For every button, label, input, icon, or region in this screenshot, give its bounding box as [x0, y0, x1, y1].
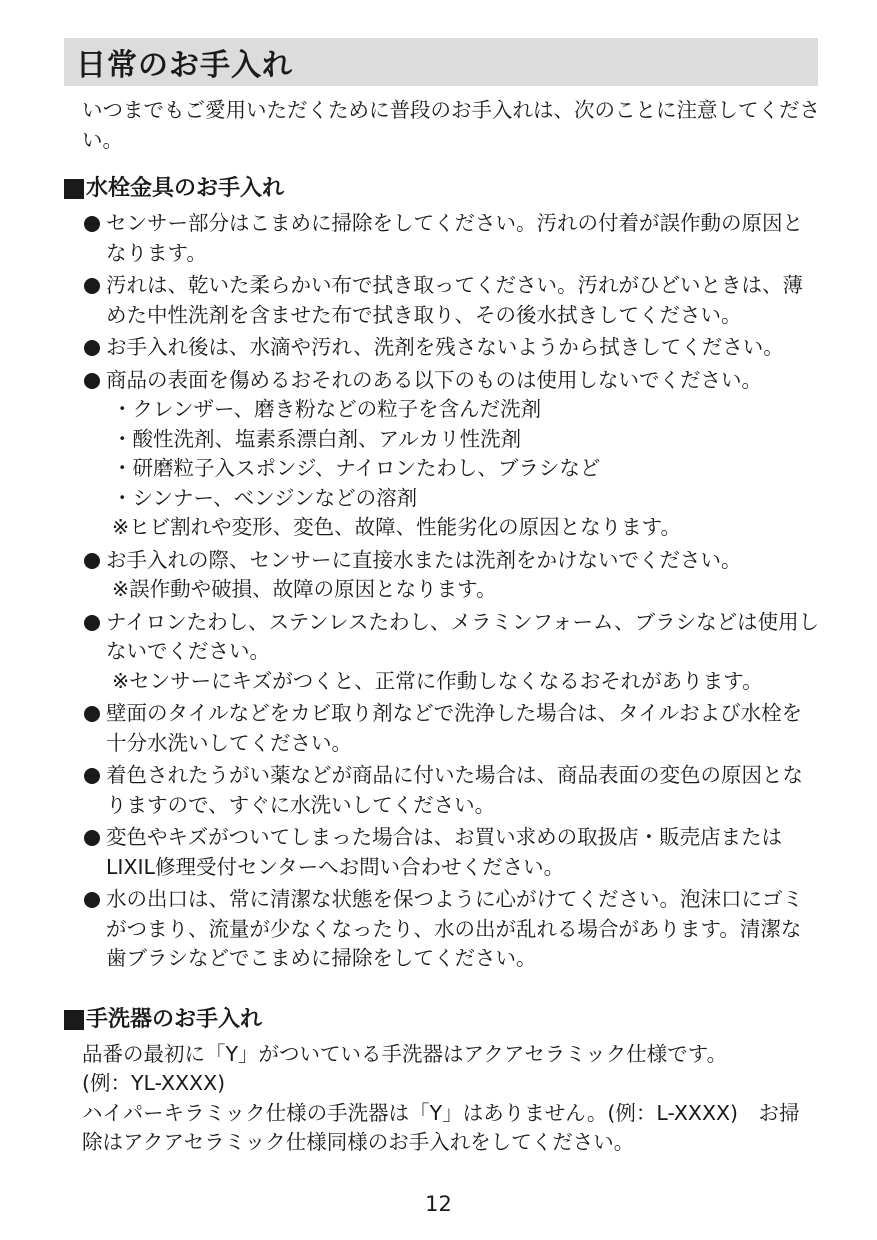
bullet-dot-icon	[84, 373, 100, 389]
list-item	[64, 699, 820, 758]
square-bullet-icon	[64, 1010, 84, 1030]
page-number: 12	[425, 1192, 452, 1216]
washbasin-hyper-text: ハイパーキラミック仕様の手洗器は「Y」はありません。(例：L-XXXX) お掃除はアクアセラミック仕様同様のお手入れをしてください。	[82, 1100, 800, 1154]
list-item-subline: ※ヒビ割れや変形、変色、故障、性能劣化の原因となります。	[112, 515, 682, 539]
list-item-subline: ・クレンザー、磨き粉などの粒子を含んだ洗剤	[112, 397, 542, 421]
list-item-text: 水の出口は、常に清潔な状態を保つように心がけてください。泡沫口にゴミがつまり、流量が少なくなったり、水の出が乱れる場合があります。清潔な歯ブラシなどでこまめに掃除をしてください。	[106, 887, 803, 970]
square-bullet-icon	[64, 179, 84, 199]
list-item	[64, 823, 820, 882]
list-item-subline: ・研磨粒子入スポンジ、ナイロンたわし、ブラシなど	[112, 456, 601, 480]
list-item-text: 着色されたうがい薬などが商品に付いた場合は、商品表面の変色の原因となりますので、すぐに水洗いしてください。	[106, 763, 803, 817]
list-item-subline: ・酸性洗剤、塩素系漂白剤、アルカリ性洗剤	[112, 426, 522, 451]
list-item-text: 壁面のタイルなどをカビ取り剤などで洗浄した場合は、タイルおよび水栓を十分水洗いしてください。	[106, 701, 803, 755]
washbasin-paragraph	[82, 1040, 820, 1158]
bullet-dot-icon	[84, 216, 100, 232]
list-item-text: センサー部分はこまめに掃除をしてください。汚れの付着が誤作動の原因となります。	[106, 211, 803, 265]
bullet-dot-icon	[84, 278, 100, 294]
list-item	[64, 271, 820, 330]
list-item-text: 商品の表面を傷めるおそれのある以下のものは使用しないでください。	[106, 367, 762, 392]
intro-text: いつまでもご愛用いただくために普段のお手入れは、次のことに注意してください。	[82, 98, 820, 152]
list-item-text: お手入れの際、センサーに直接水または洗剤をかけないでください。	[106, 547, 742, 572]
bullet-dot-icon	[84, 553, 100, 569]
bullet-dot-icon	[84, 706, 100, 722]
page-title-bar	[64, 38, 818, 86]
content	[64, 96, 820, 1158]
section-heading-label: 手洗器のお手入れ	[86, 1006, 263, 1032]
list-item	[64, 333, 820, 363]
bullet-dot-icon	[84, 615, 100, 631]
list-item	[64, 761, 820, 820]
section-heading-faucet	[64, 173, 820, 205]
washbasin-aqua-example: (例：YL-XXXX)	[82, 1071, 226, 1095]
list-item	[64, 608, 820, 697]
list-item-text: ナイロンたわし、ステンレスたわし、メラミンフォーム、ブラシなどは使用しないでください。	[106, 609, 820, 663]
list-item	[64, 209, 820, 268]
page-title: 日常のお手入れ	[76, 48, 293, 83]
faucet-care-list	[64, 209, 820, 974]
bullet-dot-icon	[84, 892, 100, 908]
bullet-dot-icon	[84, 340, 100, 356]
list-item-subline: ※誤作動や破損、故障の原因となります。	[112, 577, 497, 601]
bullet-dot-icon	[84, 768, 100, 784]
list-item	[64, 885, 820, 974]
list-item	[64, 546, 820, 605]
list-item	[64, 366, 820, 543]
list-item-text: 汚れは、乾いた柔らかい布で拭き取ってください。汚れがひどいときは、薄めた中性洗剤を含ませた布で拭き取り、その後水拭きしてください。	[106, 273, 803, 327]
section-heading-label: 水栓金具のお手入れ	[86, 176, 285, 201]
washbasin-aqua-text: 品番の最初に「Y」がついている手洗器はアクアセラミック仕様です。	[82, 1041, 728, 1066]
section-heading-washbasin	[64, 1004, 820, 1036]
bullet-dot-icon	[84, 830, 100, 846]
list-item-text: お手入れ後は、水滴や汚れ、洗剤を残さないようから拭きしてください。	[106, 335, 784, 359]
list-item-subline: ※センサーにキズがつくと、正常に作動しなくなるおそれがあります。	[112, 668, 763, 693]
list-item-subline: ・シンナー、ベンジンなどの溶剤	[112, 485, 418, 510]
list-item-text: 変色やキズがついてしまった場合は、お買い求めの取扱店・販売店またはLIXIL修理受付センターへお問い合わせください。	[106, 825, 783, 879]
